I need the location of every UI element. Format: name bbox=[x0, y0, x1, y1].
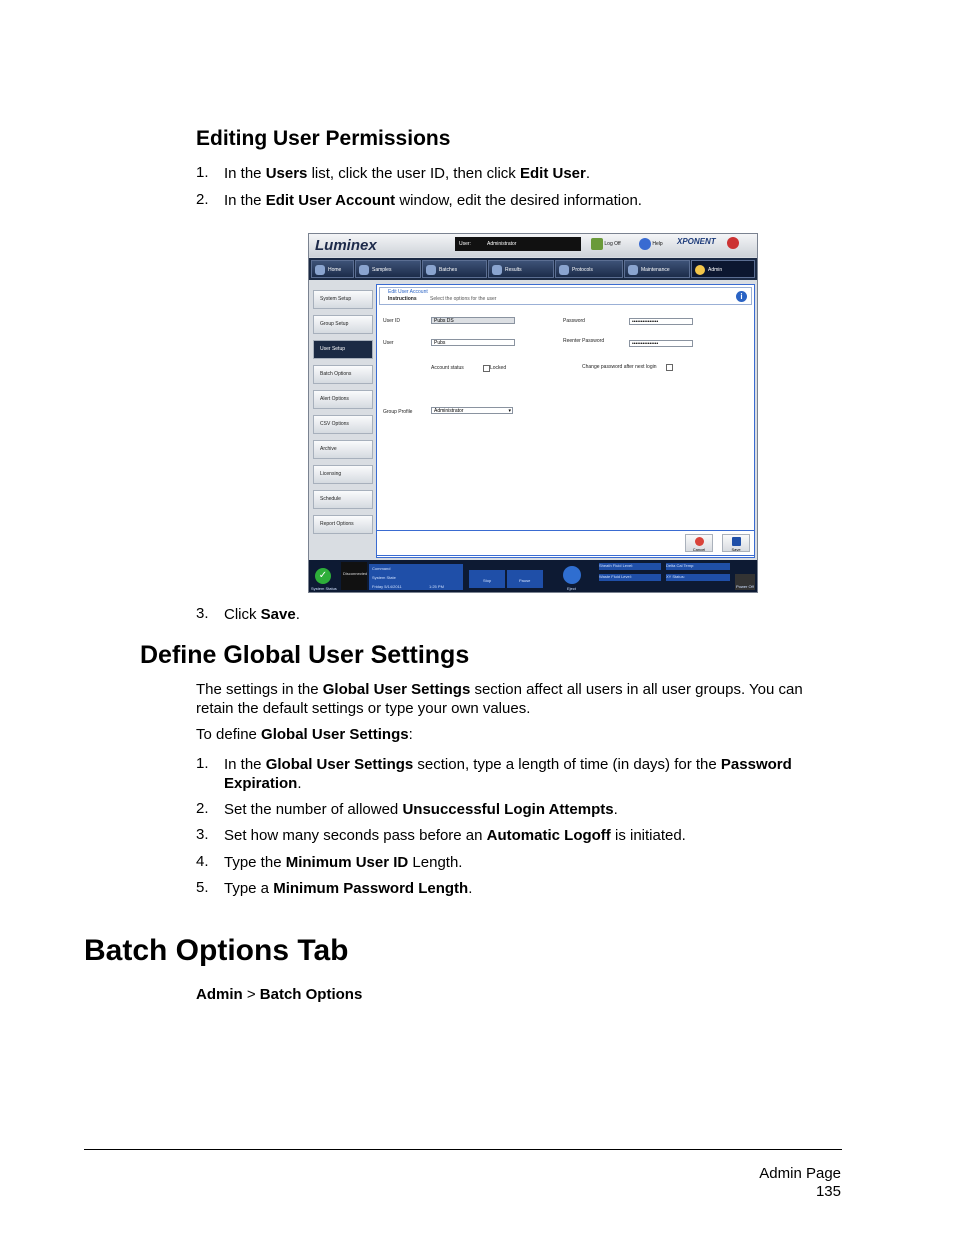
xy-status: XY Status: bbox=[666, 574, 730, 581]
chevron-down-icon: ▾ bbox=[508, 408, 511, 414]
help-icon bbox=[639, 238, 651, 250]
current-user-box: User: Administrator bbox=[455, 237, 581, 251]
step-text: Type a Minimum Password Length. bbox=[224, 880, 473, 897]
edit-user-account-screenshot bbox=[308, 233, 758, 593]
change-password-label: Change password after next login bbox=[582, 364, 657, 370]
reenter-password-field[interactable]: ••••••••••••••• bbox=[629, 340, 693, 347]
sheath-fluid-level: Sheath Fluid Level: bbox=[599, 563, 661, 570]
footer-divider bbox=[84, 1149, 842, 1150]
tab-home[interactable]: Home bbox=[311, 260, 354, 278]
step-text: Click Save. bbox=[224, 606, 300, 623]
eject-label: Eject bbox=[567, 586, 576, 591]
step-number: 5. bbox=[196, 879, 209, 896]
cancel-button[interactable]: Cancel bbox=[685, 534, 713, 552]
instructions-text: Select the options for the user bbox=[430, 296, 497, 302]
step-text: In the Users list, click the user ID, then click Edit User. bbox=[224, 165, 591, 182]
navigation-path: Admin > Batch Options bbox=[196, 986, 363, 1003]
instructions-label: Instructions bbox=[388, 296, 417, 302]
tab-admin[interactable]: Admin bbox=[691, 260, 755, 278]
cancel-icon bbox=[695, 537, 704, 546]
paragraph: To define Global User Settings: bbox=[196, 726, 413, 743]
save-icon bbox=[732, 537, 741, 546]
samples-icon bbox=[359, 265, 369, 275]
footer-label: Admin Page bbox=[759, 1165, 841, 1182]
panel-footer bbox=[376, 530, 755, 556]
results-icon bbox=[492, 265, 502, 275]
home-icon bbox=[315, 265, 325, 275]
sidebar-item-csv-options[interactable]: CSV Options bbox=[313, 415, 373, 434]
group-profile-select[interactable]: Administrator ▾ bbox=[431, 407, 513, 414]
tab-maintenance[interactable]: Maintenance bbox=[624, 260, 690, 278]
xponent-brand: XPONENT bbox=[677, 237, 716, 246]
step-number: 1. bbox=[196, 164, 209, 181]
step-text: Type the Minimum User ID Length. bbox=[224, 854, 463, 871]
luminex-logo: Luminex bbox=[315, 237, 377, 254]
status-bar bbox=[309, 560, 757, 593]
section-heading-define-global-user-settings: Define Global User Settings bbox=[140, 641, 470, 669]
sidebar-item-report-options[interactable]: Report Options bbox=[313, 515, 373, 534]
main-nav bbox=[309, 258, 757, 280]
command-panel: Command System State Friday 5/14/2011 1:25 PM bbox=[369, 564, 463, 590]
admin-sidebar bbox=[313, 284, 373, 560]
step-number: 1. bbox=[196, 755, 209, 772]
maintenance-icon bbox=[628, 265, 638, 275]
password-label: Password bbox=[563, 318, 585, 324]
user-id-field[interactable]: Pubs DS bbox=[431, 317, 515, 324]
stop-button[interactable]: Stop bbox=[469, 570, 505, 588]
step-text: Set how many seconds pass before an Automatic Logoff is initiated. bbox=[224, 827, 686, 844]
sidebar-item-alert-options[interactable]: Alert Options bbox=[313, 390, 373, 409]
sidebar-item-archive[interactable]: Archive bbox=[313, 440, 373, 459]
step-number: 3. bbox=[196, 826, 209, 843]
connection-status: Disconnected bbox=[341, 562, 367, 590]
account-status-label: Account status bbox=[431, 365, 464, 371]
tab-results[interactable]: Results bbox=[488, 260, 554, 278]
batches-icon bbox=[426, 265, 436, 275]
reenter-password-label: Reenter Password bbox=[563, 338, 605, 344]
user-id-label: User ID bbox=[383, 318, 400, 324]
locked-checkbox[interactable] bbox=[483, 365, 490, 372]
info-icon[interactable]: i bbox=[736, 291, 747, 302]
step-text: In the Global User Settings section, type a length of time (in days) for the Password Expiration. bbox=[224, 756, 792, 792]
user-field[interactable]: Pubs bbox=[431, 339, 515, 346]
eject-button[interactable] bbox=[563, 566, 581, 584]
sidebar-item-user-setup[interactable]: User Setup bbox=[313, 340, 373, 359]
edit-user-account-panel bbox=[376, 284, 755, 558]
step-text: In the Edit User Account window, edit the desired information. bbox=[224, 192, 642, 209]
sidebar-item-system-setup[interactable]: System Setup bbox=[313, 290, 373, 309]
section-heading-batch-options-tab: Batch Options Tab bbox=[84, 934, 349, 967]
app-top-bar bbox=[309, 234, 757, 257]
user-label: User bbox=[383, 340, 394, 346]
step-number: 2. bbox=[196, 800, 209, 817]
waste-fluid-level: Waste Fluid Level: bbox=[599, 574, 661, 581]
step-number: 4. bbox=[196, 853, 209, 870]
log-off-button[interactable]: Log Off bbox=[591, 237, 621, 251]
sidebar-item-batch-options[interactable]: Batch Options bbox=[313, 365, 373, 384]
change-password-checkbox[interactable] bbox=[666, 364, 673, 371]
step-number: 3. bbox=[196, 605, 209, 622]
log-off-icon bbox=[591, 238, 603, 250]
step-number: 2. bbox=[196, 191, 209, 208]
save-button[interactable]: Save bbox=[722, 534, 750, 552]
power-icon[interactable] bbox=[727, 237, 739, 249]
help-button[interactable]: Help bbox=[639, 237, 663, 251]
step-text: Set the number of allowed Unsuccessful Login Attempts. bbox=[224, 801, 618, 818]
tab-batches[interactable]: Batches bbox=[422, 260, 487, 278]
section-heading-editing-user-permissions: Editing User Permissions bbox=[196, 127, 451, 150]
pause-button[interactable]: Pause bbox=[507, 570, 543, 588]
page-number: 135 bbox=[815, 1183, 841, 1200]
paragraph: The settings in the Global User Settings section affect all users in all user groups. You can retain the default settings or type your own values. bbox=[196, 681, 803, 717]
protocols-icon bbox=[559, 265, 569, 275]
system-status-label: System Status bbox=[311, 586, 337, 591]
panel-header bbox=[379, 287, 752, 305]
sidebar-item-schedule[interactable]: Schedule bbox=[313, 490, 373, 509]
sidebar-item-licensing[interactable]: Licensing bbox=[313, 465, 373, 484]
power-off-button[interactable]: Power Off bbox=[735, 574, 755, 590]
sidebar-item-group-setup[interactable]: Group Setup bbox=[313, 315, 373, 334]
password-field[interactable]: ••••••••••••••• bbox=[629, 318, 693, 325]
tab-protocols[interactable]: Protocols bbox=[555, 260, 623, 278]
locked-label: Locked bbox=[490, 365, 507, 371]
delta-cal-temp: Delta Cal Temp: bbox=[666, 563, 730, 570]
group-profile-label: Group Profile bbox=[383, 409, 413, 415]
admin-icon bbox=[695, 265, 705, 275]
system-status-icon[interactable]: ✓ bbox=[315, 568, 331, 584]
tab-samples[interactable]: Samples bbox=[355, 260, 421, 278]
panel-title: Edit User Account bbox=[388, 289, 428, 295]
